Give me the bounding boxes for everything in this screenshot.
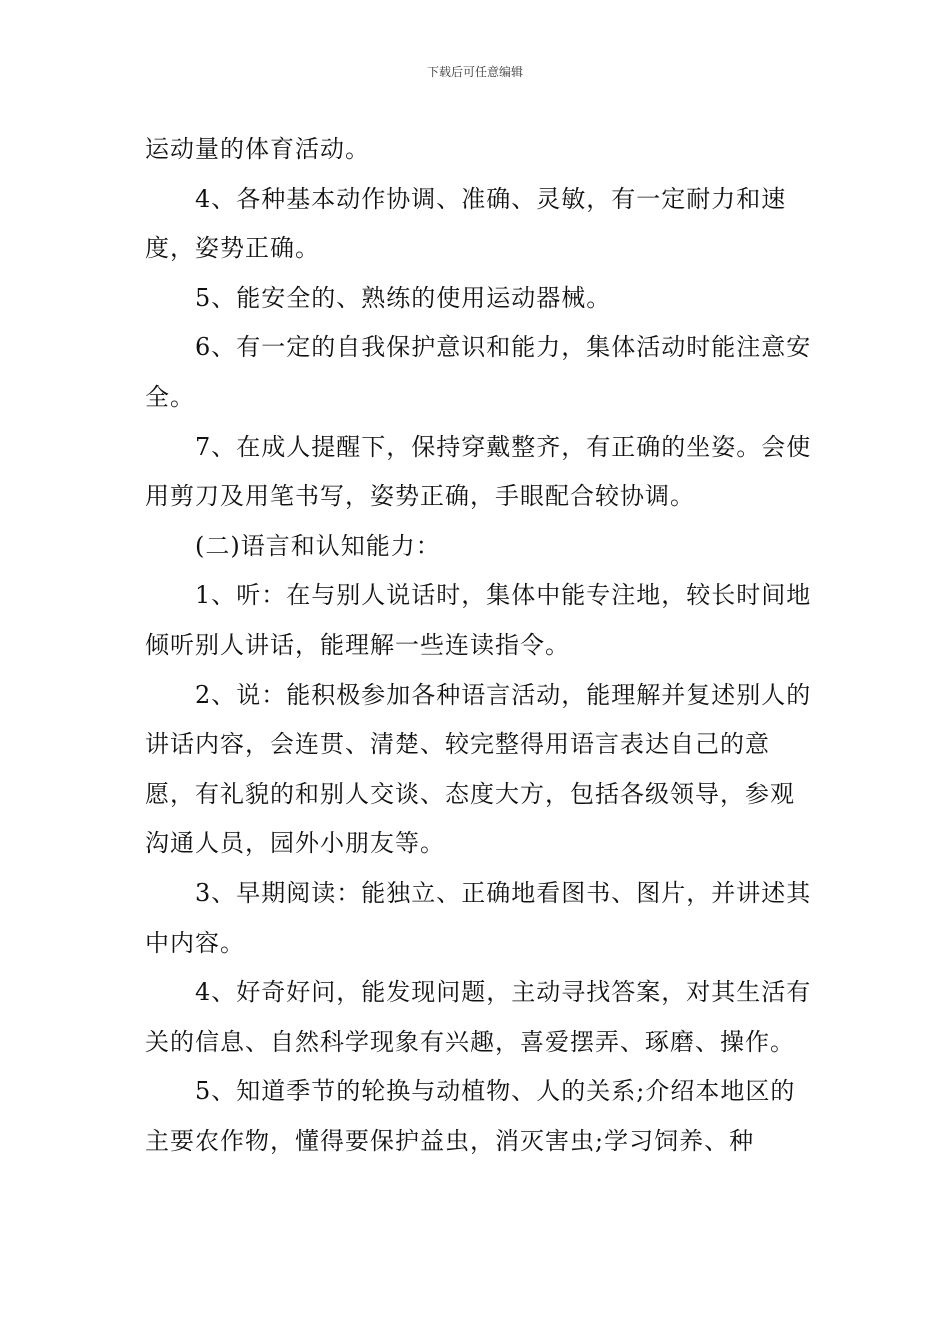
paragraph: 6、有一定的自我保护意识和能力，集体活动时能注意安全。 — [145, 333, 812, 411]
paragraph: 5、能安全的、熟练的使用运动器械。 — [195, 283, 612, 312]
paragraph: 3、早期阅读：能独立、正确地看图书、图片，并讲述其中内容。 — [145, 878, 812, 957]
paragraph: 2、说：能积极参加各种语言活动，能理解并复述别人的讲话内容，会连贯、清楚、较完整得用语言表达自己的意愿，有礼貌的和别人交谈、态度大方，包括各级领导，参观沟通人员，园外小朋友等。 — [145, 680, 812, 858]
paragraph: 1、听：在与别人说话时，集体中能专注地，较长时间地倾听别人讲话，能理解一些连读指令。 — [145, 581, 812, 659]
paragraph: 5、知道季节的轮换与动植物、人的关系;介绍本地区的主要农作物，懂得要保护益虫，消灭害虫;学习饲养、种 — [145, 1077, 796, 1155]
section-heading: (二)语言和认知能力： — [195, 531, 441, 560]
paragraph: 4、各种基本动作协调、准确、灵敏，有一定耐力和速度，姿势正确。 — [145, 184, 787, 263]
page-header: 下载后可任意编辑 — [426, 65, 523, 79]
paragraph: 4、好奇好问，能发现问题，主动寻找答案，对其生活有关的信息、自然科学现象有兴趣，喜爱摆弄、琢磨、操作。 — [145, 978, 812, 1056]
document-body — [145, 125, 815, 1166]
paragraph: 7、在成人提醒下，保持穿戴整齐，有正确的坐姿。会使用剪刀及用笔书写，姿势正确，手眼配合较协调。 — [145, 432, 812, 511]
paragraph: 运动量的体育活动。 — [145, 135, 370, 163]
